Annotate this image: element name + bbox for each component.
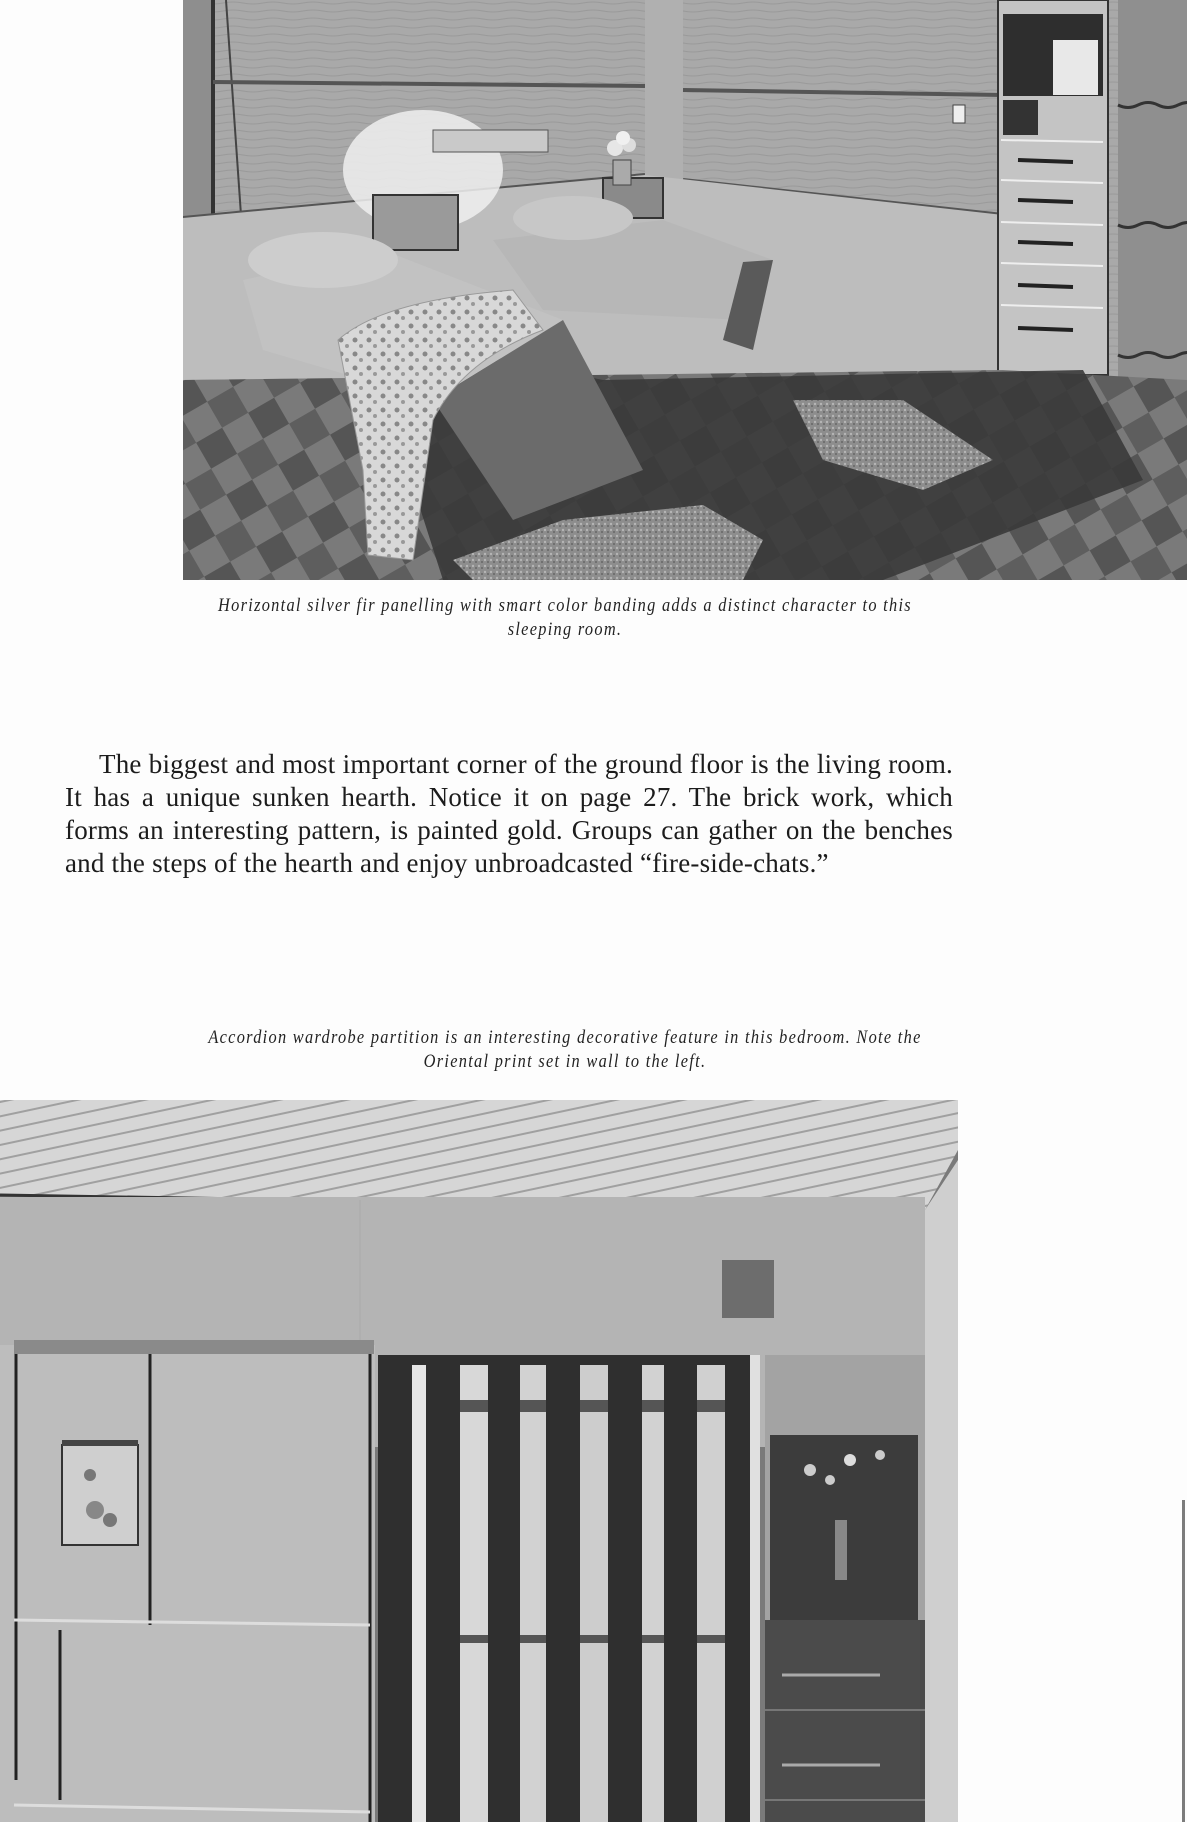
body-text — [65, 748, 953, 880]
bedroom-photo — [183, 0, 1187, 580]
ceiling — [0, 1100, 958, 1210]
oriental-print — [62, 1440, 138, 1545]
bedroom-photo-illustration — [183, 0, 1187, 580]
body-paragraph: The biggest and most important corner of the ground floor is the living room. It has a unique sunken hearth. Notice it on page 27. The brick work, which forms an interesting pattern, is painted gold. Groups can gather on the benches and the steps of the hearth and enjoy unbroadcasted “fire-side-chats.” — [65, 749, 953, 878]
accordion-partition[interactable] — [378, 1355, 760, 1822]
chest-of-drawers — [765, 1620, 925, 1822]
accordion-partition-illustration — [0, 1100, 958, 1822]
wall-vent — [722, 1260, 774, 1318]
flower-vase — [613, 160, 631, 185]
accordion-partition-photo — [0, 1100, 958, 1822]
panelled-wall-left — [0, 1345, 375, 1822]
bedside-shelf — [373, 195, 458, 250]
scan-edge-mark — [1182, 1500, 1185, 1822]
built-in-drawers — [998, 0, 1108, 375]
light-switch — [953, 105, 965, 123]
photo-caption-bottom: Accordion wardrobe partition is an interesting decorative feature in this bedroom. Note the Oriental print set in wall to the left. — [208, 1027, 922, 1072]
photo-caption-top: Horizontal silver fir panelling with smart color banding adds a distinct character to this sleeping room. — [218, 595, 912, 640]
